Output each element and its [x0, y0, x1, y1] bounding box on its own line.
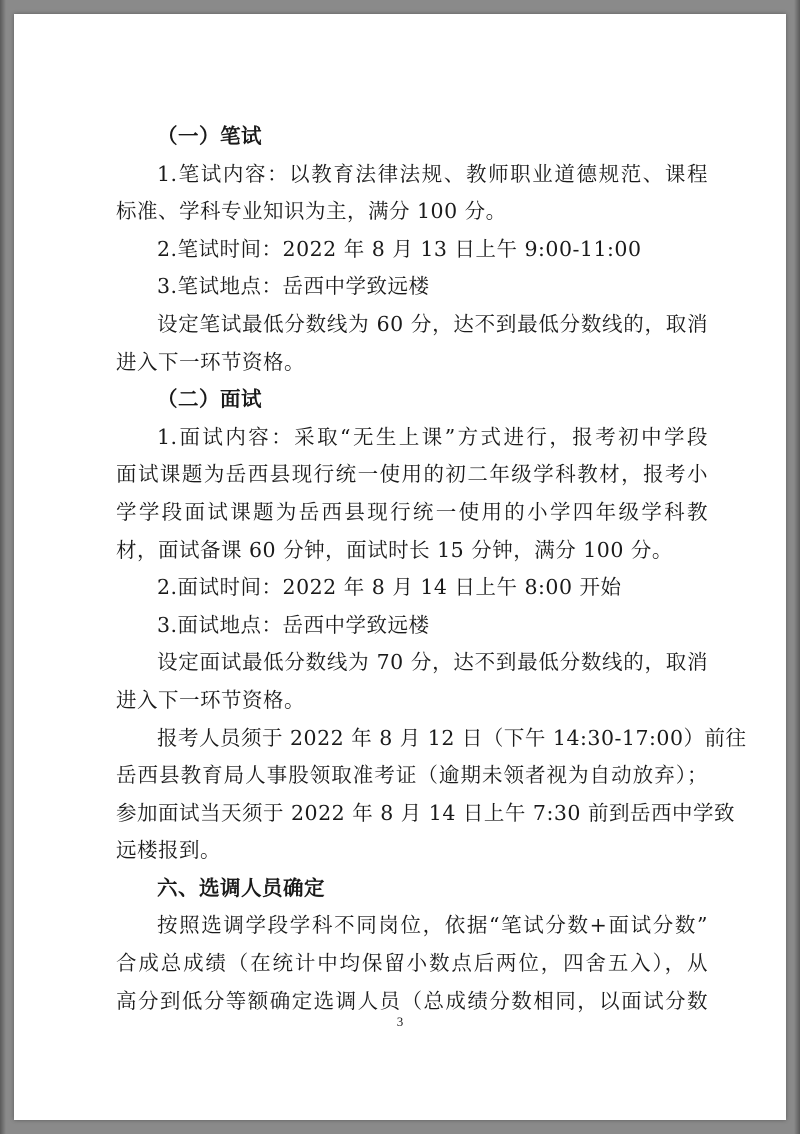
paragraph-line: 按照选调学段学科不同岗位，依据“笔试分数+面试分数”	[157, 913, 708, 938]
paragraph-line: 2.面试时间：2022 年 8 月 14 日上午 8:00 开始	[157, 575, 622, 600]
heading-written-exam: （一）笔试	[157, 124, 262, 148]
paragraph-line: 参加面试当天须于 2022 年 8 月 14 日上午 7:30 前到岳西中学致	[116, 800, 735, 825]
paragraph-line: 进入下一环节资格。	[116, 687, 305, 712]
paragraph-line: 2.笔试时间：2022 年 8 月 13 日上午 9:00-11:00	[157, 236, 642, 261]
heading-selection: 六、选调人员确定	[157, 875, 325, 900]
paragraph-line: 设定面试最低分数线为 70 分，达不到最低分数线的，取消	[157, 650, 708, 675]
page-number: 3	[396, 1014, 404, 1029]
paragraph-line: 标准、学科专业知识为主，满分 100 分。	[116, 199, 507, 224]
paragraph-line: 合成总成绩（在统计中均保留小数点后两位，四舍五入），从	[116, 951, 708, 976]
paragraph-line: 高分到低分等额确定选调人员（总成绩分数相同，以面试分数	[116, 988, 708, 1013]
paragraph-line: 设定笔试最低分数线为 60 分，达不到最低分数线的，取消	[157, 311, 708, 336]
document-body	[116, 118, 747, 1020]
document-page	[14, 14, 786, 1120]
paragraph-line: 3.面试地点：岳西中学致远楼	[157, 612, 430, 637]
paragraph-line: 材，面试备课 60 分钟，面试时长 15 分钟，满分 100 分。	[116, 537, 673, 562]
heading-interview: （二）面试	[157, 387, 262, 412]
paragraph-line: 岳西县教育局人事股领取准考证（逾期未领者视为自动放弃）；	[116, 763, 708, 788]
paragraph-line: 1.笔试内容：以教育法律法规、教师职业道德规范、课程	[157, 161, 708, 186]
paragraph-line: 面试课题为岳西县现行统一使用的初二年级学科教材，报考小	[116, 462, 708, 487]
paragraph-line: 3.笔试地点：岳西中学致远楼	[157, 274, 430, 299]
paragraph-line: 报考人员须于 2022 年 8 月 12 日（下午 14:30-17:00）前往	[157, 725, 747, 750]
paragraph-line: 学学段面试课题为岳西县现行统一使用的小学四年级学科教	[116, 499, 708, 524]
paragraph-line: 远楼报到。	[116, 838, 221, 863]
paragraph-line: 1.面试内容：采取“无生上课”方式进行，报考初中学段	[157, 424, 708, 449]
paragraph-line: 进入下一环节资格。	[116, 349, 305, 374]
